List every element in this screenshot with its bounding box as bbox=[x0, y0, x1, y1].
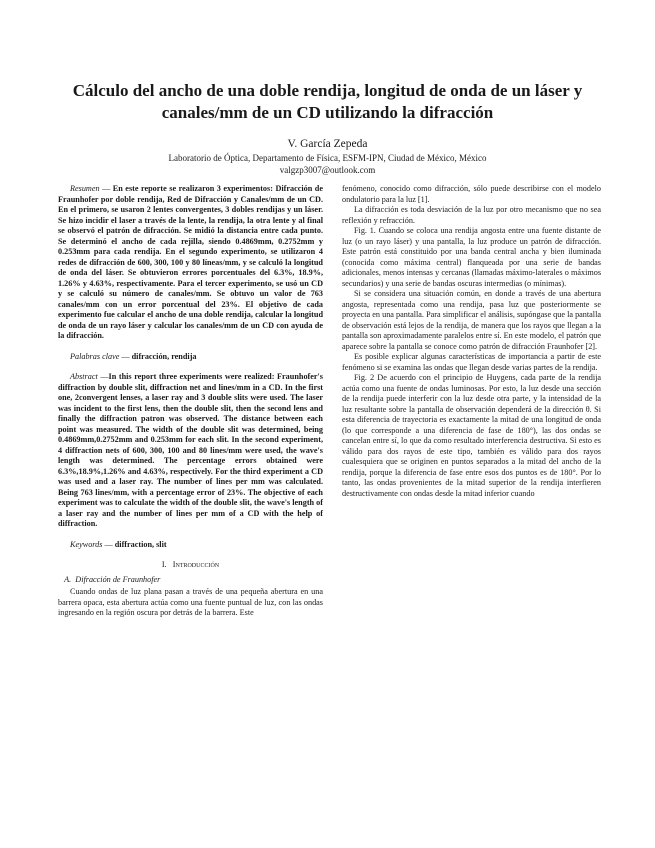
body-paragraph: Fig. 1. Cuando se coloca una rendija angosta entre una fuente distante de luz (o un rayo láser) y una pantalla, la luz produce un patrón de difracción. Este patrón está constituido por una banda central ancha y bien iluminada (conocida como máxima central) flanqueada por una serie de bandas adicionales, menos intensas y cercanas (llamadas máximo-laterales o máximos secundarios) y una serie de bandas oscuras intermedias (o mínimas). bbox=[342, 226, 601, 288]
body-paragraph: Fig. 2 De acuerdo con el principio de Huygens, cada parte de la rendija actúa como una fuente de ondas luminosas. Por esto, la luz desde una sección de la rendija puede interferir con la luz desde otra parte, y la intensidad de la luz resultante sobre la pantalla de observación dependerá de la dirección θ. Si esta diferencia de trayectoria es exactamente la mitad de una longitud de onda (lo que corresponde a una diferencia de fase de 180°), las dos ondas se cancelan entre sí, lo que da como resultado interferencia destructiva. Si esto es válido para dos rayos de este tipo, también es válido para dos rayos cualesquiera que se originen en puntos separados a la mitad del ancho de la rendija, porque la diferencia de fase entre esos dos puntos es de 180°. Por lo tanto, las ondas provenientes de la mitad superior de la rendija interfieren destructivamente con ondas desde la mitad inferior cuando bbox=[342, 373, 601, 498]
resumen-label: Resumen bbox=[70, 184, 100, 193]
abstract-paragraph bbox=[58, 372, 323, 530]
palabras-clave-paragraph bbox=[58, 352, 323, 363]
resumen-paragraph bbox=[58, 184, 323, 342]
abstract-dash: — bbox=[97, 372, 109, 381]
author-affiliation: Laboratorio de Óptica, Departamento de Física, ESFM-IPN, Ciudad de México, México bbox=[168, 153, 487, 163]
paper-title: Cálculo del ancho de una doble rendija, longitud de onda de un láser y canales/mm de un CD utilizando la difracción bbox=[72, 81, 583, 122]
subsection-title: Difracción de Fraunhofer bbox=[75, 574, 161, 584]
subsection-heading bbox=[58, 575, 323, 586]
palabras-clave-dash: — bbox=[119, 351, 132, 361]
body-paragraph: Si se considera una situación común, en donde a través de una abertura angosta, representada como una rendija, pasa luz que posteriormente se proyecta en una pantalla. Para simplificar el análisis, supóngase que la pantalla de observación está lejos de la rendija, de manera que los rayos que llegan a la pantalla son aproximadamente paralelos entre sí. En este modelo, el patrón que aparece sobre la pantalla se conoce como patrón de difracción Fraunhofer [2]. bbox=[342, 289, 601, 351]
keywords-paragraph bbox=[58, 540, 323, 551]
body-paragraph: fenómeno, conocido como difracción, sólo puede describirse con el modelo ondulatorio para la luz [1]. bbox=[342, 184, 601, 204]
body-paragraph: Cuando ondas de luz plana pasan a través de una pequeña abertura en una barrera opaca, esta abertura actúa como una fuente puntual de luz, con las ondas ingresando en la región oscura por detrás de la barrera. Este bbox=[58, 587, 323, 617]
section-number: I. bbox=[161, 560, 167, 569]
right-column bbox=[342, 184, 601, 499]
section-heading bbox=[58, 560, 323, 571]
author-name: V. García Zepeda bbox=[287, 138, 368, 150]
section-title: Introducción bbox=[172, 560, 220, 569]
body-paragraph: La difracción es toda desviación de la luz por otro mecanismo que no sea reflexión y refracción. bbox=[342, 205, 601, 225]
author-email: valgzp3007@outlook.com bbox=[279, 165, 376, 175]
resumen-dash: — bbox=[99, 184, 113, 193]
keywords-text: diffraction, slit bbox=[114, 539, 167, 549]
palabras-clave-text: difracción, rendija bbox=[131, 351, 197, 361]
abstract-text: In this report three experiments were realized: Fraunhofer's diffraction by double slit, diffraction net and lines/mm in a CD. In the first one, 2convergent lenses, a laser ray and 3 double slits were used. The laser was incident to the first lens, then the double slit, then the second lens and finally the diffraction patron was observed. The distance between each point was measured. The width of the double slit was determined, being 0.4869mm,0.2752mm and 0.253mm for each slit. In the second experiment, 4 diffraction nets of 600, 300, 100 and 80 lines/mm were used, the wave's length was determined. The percentage errors obtained were 6.3%,18.9%,1.26% and 4.63%, respectively. For the third experiment a CD was used and a laser ray. The number of lines per mm was calculated. Being 763 lines/mm, with a percentage error of 23%. The objective of each experiment was to calculate the width of the double slit, the wave's length of a laser ray and the number of lines per mm of a CD with the help of diffraction. bbox=[58, 372, 323, 528]
abstract-label: Abstract bbox=[70, 372, 98, 381]
left-column bbox=[58, 184, 323, 619]
body-paragraph: Es posible explicar algunas características de importancia a partir de este fenómeno si se examina las ondas que llegan desde varias partes de la rendija. bbox=[342, 352, 601, 372]
keywords-dash: — bbox=[102, 539, 115, 549]
palabras-clave-label: Palabras clave bbox=[70, 351, 120, 361]
subsection-letter: A. bbox=[64, 574, 72, 584]
keywords-label: Keywords bbox=[70, 539, 103, 549]
resumen-text: En este reporte se realizaron 3 experimentos: Difracción de Fraunhofer por doble rendija, Red de Difracción y Canales/mm de un CD. En el primero, se usaron 2 lentes convergentes, 3 dobles rendijas y un láser. Se hizo incidir el laser a través de la lente, la rendija, la otra lente y al final se observó el patrón de difracción. Se midió la distancia entre cada punto. Se determinó el ancho de cada rejilla, siendo 0.4869mm, 0.2752mm y 0.253mm para cada rendija. En el segundo experimento, se utilizaron 4 redes de difracción de 600, 300, 100 y 80 líneas/mm, y se calculó la longitud de onda del láser. Se obtuvieron errores porcentuales del 6.3%, 18.9%, 1.26% y 4.63%, respectivamente. Para el tercer experimento, se usó un CD y se calculó su número de canales/mm. Se obtuvo un valor de 763 canales/mm con un error porcentual del 23%. El objetivo de cada experimento fue calcular el ancho de una doble rendija, calcular la longitud de onda de un rayo láser y calcular los canales/mm de un CD con ayuda de la difracción. bbox=[58, 184, 323, 340]
